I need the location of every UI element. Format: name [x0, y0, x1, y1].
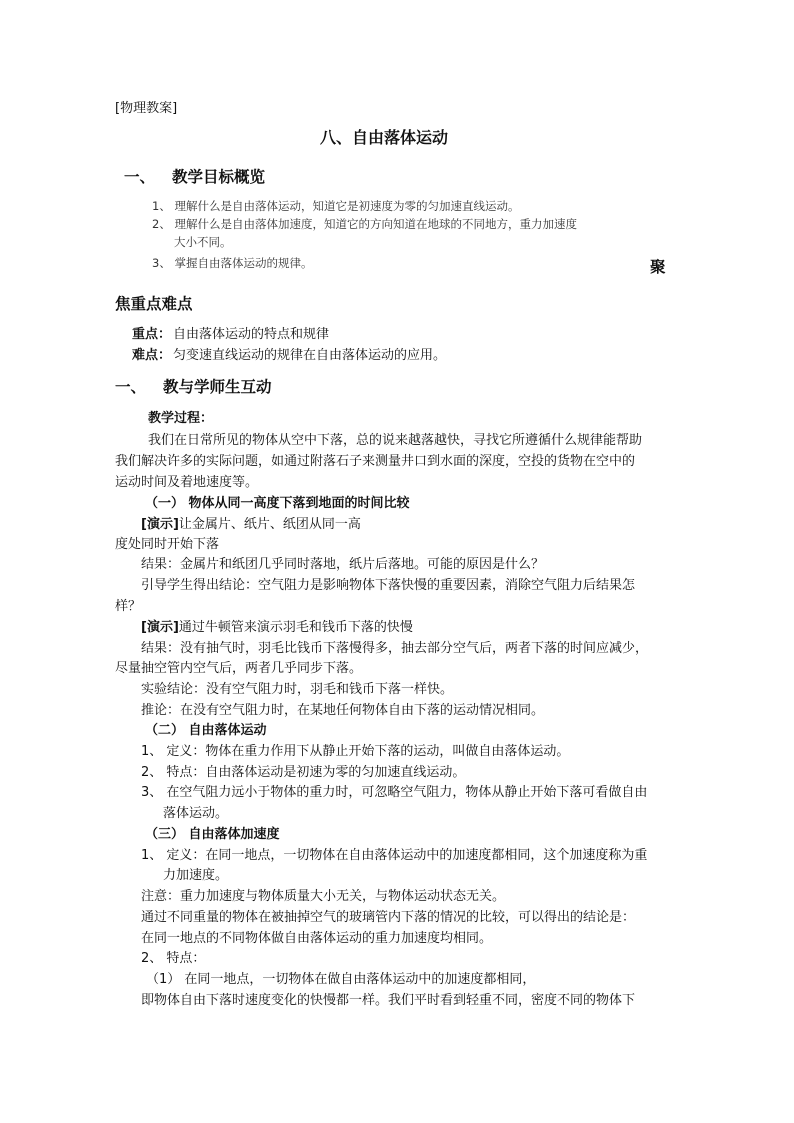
goal-item-continued: 大小不同。 — [174, 235, 232, 249]
page-title: 八、自由落体运动 — [320, 128, 449, 147]
result-line: 结果：没有抽气时，羽毛比钱币下落慢得多，抽去部分空气后，两者下落的时间应减少， — [141, 641, 649, 656]
paragraph-line: 运动时间及着地速度等。 — [115, 475, 259, 490]
difficulty-text: 匀变速直线运动的规律在自由落体运动的应用。 — [173, 348, 447, 363]
comparison-line: 在同一地点的不同物体做自由落体运动的重力加速度均相同。 — [141, 931, 493, 946]
definition: 1、 定义：物体在重力作用下从静止开始下落的运动，叫做自由落体运动。 — [141, 744, 570, 759]
experiment-conclusion: 实验结论：没有空气阻力时，羽毛和钱币下落一样快。 — [141, 682, 454, 697]
section-number: 一、 — [124, 168, 156, 186]
paragraph-line: 我们解决许多的实际问题，如通过附落石子来测量井口到水面的深度，空投的货物在空中的 — [115, 454, 636, 469]
note: 注意：重力加速度与物体质量大小无关，与物体运动状态无关。 — [141, 889, 506, 904]
definition-continued: 力加速度。 — [163, 868, 229, 883]
demo-tag: [演示] — [141, 620, 179, 635]
list-item: 3、 在空气阻力远小于物体的重力时，可忽略空气阻力，物体从静止开始下落可看做自由 — [141, 785, 648, 800]
key-point-text: 自由落体运动的特点和规律 — [173, 327, 330, 342]
key-point-label: 重点： — [132, 327, 172, 342]
difficulty-label: 难点： — [132, 348, 172, 363]
goal-item: 2、 理解什么是自由落体加速度，知道它的方向知道在地球的不同地方，重力加速度 — [152, 217, 577, 231]
demo-line-continued: 度处同时开始下落 — [115, 537, 220, 552]
demo-line — [141, 619, 413, 637]
section-heading: 焦重点难点 — [115, 295, 193, 313]
guide-line: 引导学生得出结论：空气阻力是影响物体下落快慢的重要因素，消除空气阻力后结果怎 — [141, 578, 636, 593]
demo-tag: [演示] — [141, 517, 179, 532]
feature-item-continued: 即物体自由下落时速度变化的快慢都一样。我们平时看到轻重不同，密度不同的物体下 — [141, 993, 636, 1008]
process-label: 教学过程： — [148, 411, 214, 426]
feature: 2、 特点：自由落体运动是初速为零的匀加速直线运动。 — [141, 765, 466, 780]
guide-line: 样？ — [115, 599, 142, 614]
section-title: 教与学师生互动 — [163, 378, 272, 396]
feature-label: 2、 特点： — [141, 951, 206, 966]
feature-item: （1） 在同一地点，一切物体在做自由落体运动中的加速度都相同， — [146, 972, 536, 987]
subsection-heading: （二） 自由落体运动 — [145, 723, 267, 738]
result-line: 尽量抽空管内空气后，两者几乎同步下落。 — [115, 661, 363, 676]
subsection-heading: （一） 物体从同一高度下落到地面的时间比较 — [145, 496, 410, 511]
goal-item: 3、 掌握自由落体运动的规律。 — [152, 256, 313, 270]
stray-character: 聚 — [650, 258, 666, 276]
definition: 1、 定义：在同一地点，一切物体在自由落体运动中的加速度都相同，这个加速度称为重 — [141, 848, 648, 863]
demo-line — [141, 516, 361, 534]
goal-item: 1、 理解什么是自由落体运动，知道它是初速度为零的匀加速直线运动。 — [152, 199, 520, 213]
list-item-continued: 落体运动。 — [163, 806, 229, 821]
section-number: 一、 — [115, 378, 147, 396]
doc-tag: [物理教案] — [115, 101, 178, 116]
demo-text: 通过牛顿管来演示羽毛和钱币下落的快慢 — [178, 620, 413, 635]
inference: 推论：在没有空气阻力时，在某地任何物体自由下落的运动情况相同。 — [141, 703, 545, 718]
result-line: 结果：金属片和纸团几乎同时落地，纸片后落地。可能的原因是什么？ — [141, 557, 545, 572]
comparison-line: 通过不同重量的物体在被抽掉空气的玻璃管内下落的情况的比较，可以得出的结论是： — [141, 910, 636, 925]
paragraph-line: 我们在日常所见的物体从空中下落，总的说来越落越快，寻找它所遵循什么规律能帮助 — [148, 433, 643, 448]
demo-text: 让金属片、纸片、纸团从同一高 — [178, 517, 361, 532]
subsection-heading: （三） 自由落体加速度 — [145, 827, 280, 842]
section-title: 教学目标概览 — [172, 168, 266, 186]
